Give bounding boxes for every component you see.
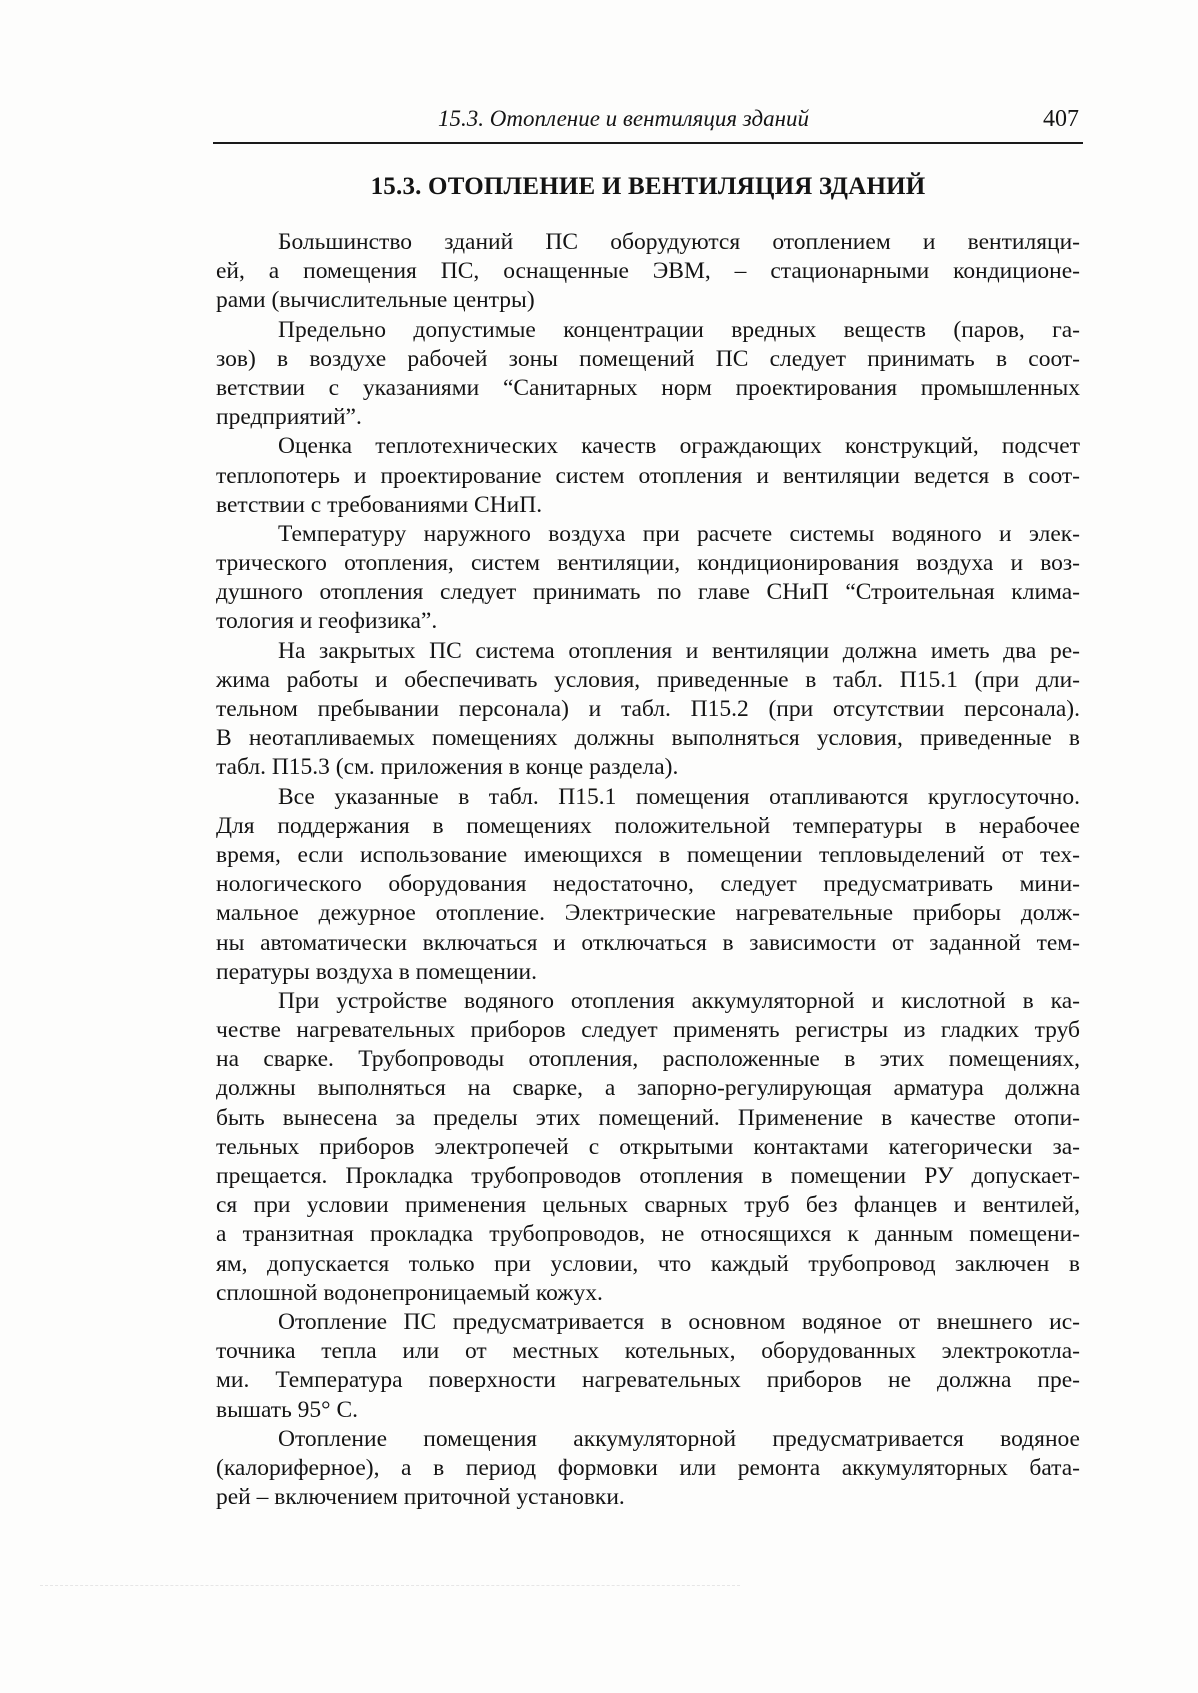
- paragraph: [216, 316, 1080, 433]
- section-heading: 15.3. ОТОПЛЕНИЕ И ВЕНТИЛЯЦИЯ ЗДАНИЙ: [370, 173, 926, 200]
- text-line: рами (вычислительные центры): [216, 287, 535, 314]
- paragraph: [216, 1425, 1080, 1513]
- text-line: ветствии с требованиями СНиП.: [216, 491, 543, 518]
- text-line: Температуру наружного воздуха при расчете системы водяного и элек-: [278, 520, 1080, 547]
- running-header: [213, 104, 1083, 138]
- text-line: Большинство зданий ПС оборудуются отоплением и вентиляци-: [278, 229, 1080, 255]
- text-line: вышать 95° С.: [216, 1396, 358, 1423]
- text-line: (калориферное), а в период формовки или ремонта аккумуляторных бата-: [216, 1454, 1080, 1481]
- text-line: прещается. Прокладка трубопроводов отопления в помещении РУ допускает-: [216, 1163, 1080, 1189]
- text-line: время, если использование имеющихся в помещении тепловыделений от тех-: [216, 841, 1080, 868]
- paragraph: [216, 637, 1080, 783]
- text-line: ми. Температура поверхности нагревательных приборов не должна пре-: [216, 1367, 1080, 1394]
- paragraph: [216, 432, 1080, 520]
- text-line: точника тепла или от местных котельных, оборудованных электрокотла-: [216, 1338, 1080, 1365]
- text-line: ей, а помещения ПС, оснащенные ЭВМ, – стационарными кондиционе-: [216, 258, 1080, 285]
- text-line: трического отопления, систем вентиляции, кондиционирования воздуха и воз-: [216, 550, 1080, 577]
- paragraph: [216, 520, 1080, 637]
- text-line: предприятий”.: [216, 404, 362, 431]
- text-line: душного отопления следует принимать по главе СНиП “Строительная клима-: [216, 579, 1080, 606]
- header-rule: [213, 142, 1083, 144]
- text-line: ся при условии применения цельных сварных труб без фланцев и вентилей,: [216, 1192, 1080, 1219]
- text-line: жима работы и обеспечивать условия, приведенные в табл. П15.1 (при дли-: [216, 666, 1080, 693]
- text-line: В неотапливаемых помещениях должны выполняться условия, приведенные в: [216, 725, 1080, 752]
- paragraph: [216, 228, 1080, 316]
- text-line: зов) в воздухе рабочей зоны помещений ПС следует принимать в соот-: [216, 345, 1080, 372]
- text-line: Оценка теплотехнических качеств ограждающих конструкций, подсчет: [278, 433, 1080, 460]
- text-line: пературы воздуха в помещении.: [216, 958, 537, 985]
- text-line: честве нагревательных приборов следует применять регистры из гладких труб: [216, 1017, 1080, 1044]
- text-line: рей – включением приточной установки.: [216, 1484, 625, 1511]
- text-line: тельных приборов электропечей с открытыми контактами категорически за-: [216, 1133, 1080, 1160]
- text-line: тология и геофизика”.: [216, 608, 438, 635]
- text-line: Предельно допустимые концентрации вредных веществ (паров, га-: [278, 316, 1080, 343]
- text-line: При устройстве водяного отопления аккумуляторной и кислотной в ка-: [278, 987, 1080, 1014]
- text-line: на сварке. Трубопроводы отопления, расположенные в этих помещениях,: [216, 1046, 1080, 1073]
- text-line: сплошной водонепроницаемый кожух.: [216, 1279, 603, 1306]
- text-line: мальное дежурное отопление. Электрические нагревательные приборы долж-: [216, 900, 1080, 927]
- text-line: теплопотерь и проектирование систем отопления и вентиляции ведется в соот-: [216, 462, 1080, 489]
- scan-artifact-line: [40, 1585, 740, 1586]
- text-line: Отопление ПС предусматривается в основном водяное от внешнего ис-: [278, 1308, 1080, 1335]
- paragraph: [216, 1308, 1080, 1425]
- text-line: Отопление помещения аккумуляторной предусматривается водяное: [278, 1425, 1080, 1452]
- paragraph: [216, 783, 1080, 987]
- text-line: должны выполняться на сварке, а запорно-регулирующая арматура должна: [216, 1075, 1080, 1102]
- text-line: табл. П15.3 (см. приложения в конце раздела).: [216, 754, 679, 781]
- running-title: 15.3. Отопление и вентиляция зданий: [438, 106, 809, 131]
- text-line: нологического оборудования недостаточно, следует предусматривать мини-: [216, 871, 1080, 898]
- body-text: [216, 228, 1080, 1512]
- text-line: ветствии с указаниями “Санитарных норм проектирования промышленных: [216, 374, 1080, 401]
- text-line: На закрытых ПС система отопления и вентиляции должна иметь два ре-: [278, 637, 1080, 664]
- paragraph: [216, 987, 1080, 1308]
- text-line: Для поддержания в помещениях положительной температуры в нерабочее: [216, 812, 1080, 839]
- text-line: ям, допускается только при условии, что каждый трубопровод заключен в: [216, 1250, 1080, 1277]
- page-number: 407: [1043, 106, 1079, 132]
- text-line: тельном пребывании персонала) и табл. П15.2 (при отсутствии персонала).: [216, 696, 1080, 722]
- text-line: Все указанные в табл. П15.1 помещения отапливаются круглосуточно.: [278, 783, 1080, 810]
- text-line: быть вынесена за пределы этих помещений. Применение в качестве отопи-: [216, 1104, 1080, 1131]
- text-line: а транзитная прокладка трубопроводов, не относящихся к данным помещени-: [216, 1221, 1080, 1248]
- text-line: ны автоматически включаться и отключаться в зависимости от заданной тем-: [216, 929, 1080, 956]
